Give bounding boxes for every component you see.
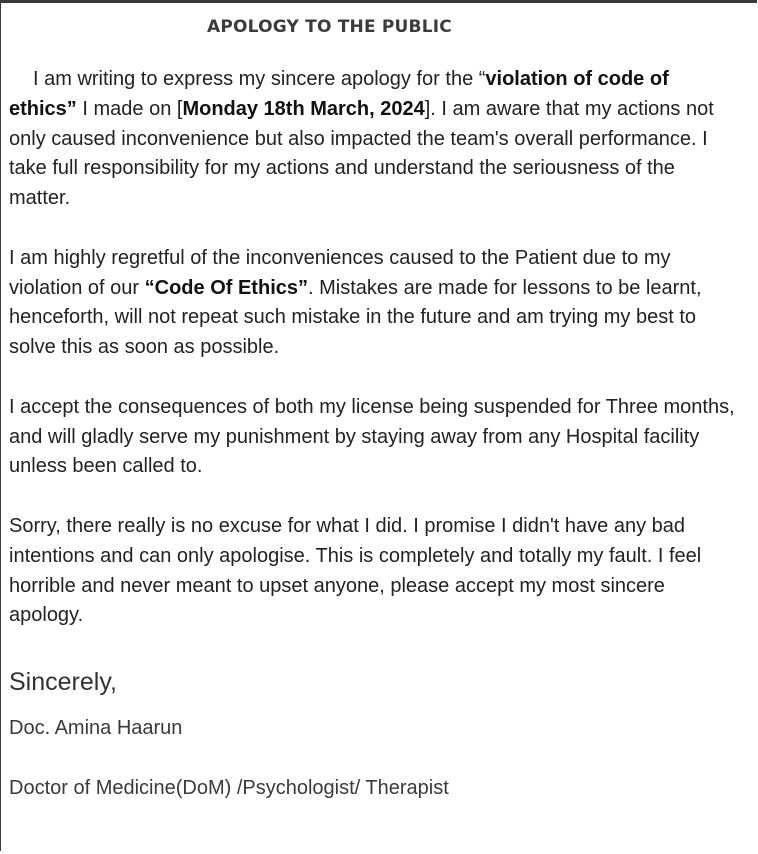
paragraph-1	[9, 65, 739, 214]
paragraph-1-bold-violation: violation of code of ethics”	[9, 68, 669, 120]
paragraph-2	[9, 244, 739, 363]
closing-salutation: Sincerely,	[9, 668, 117, 696]
signer-role: Doctor of Medicine(DoM) /Psychologist/ Therapist	[9, 777, 449, 799]
paragraph-2-text-b: . Mistakes are made for lessons to be learnt, henceforth, will not repeat such mistake in the future and am trying my best to solve this as soon as possible.	[9, 276, 702, 359]
paragraph-3: I accept the consequences of both my license being suspended for Three months, and will gladly serve my punishment by staying away from any Hospital facility unless been called to.	[9, 395, 735, 478]
paragraph-2-text-a: I am highly regretful of the inconveniences caused to the Patient due to my violation of our	[9, 246, 671, 299]
letter-body	[9, 65, 739, 661]
paragraph-4: Sorry, there really is no excuse for what I did. I promise I didn't have any bad intentions and can only apologise. This is completely and totally my fault. I feel horrible and never meant to upset anyone, please accept my most sincere apology.	[9, 514, 702, 627]
paragraph-2-bold-code: “Code Of Ethics”	[144, 276, 308, 299]
signer-name: Doc. Amina Haarun	[9, 717, 183, 739]
paragraph-1-text-a: I am writing to express my sincere apology for the “	[33, 68, 486, 90]
paragraph-1-text-b: I made on [	[76, 97, 183, 120]
document-title: APOLOGY TO THE PUBLIC	[207, 17, 452, 37]
paragraph-1-text-c: ]. I am aware that my actions not only caused inconvenience but also impacted the team's overall performance. I take full responsibility for my actions and understand the seriousness of the matter.	[9, 97, 714, 210]
paragraph-1-bold-date: Monday 18th March, 2024	[182, 97, 425, 120]
